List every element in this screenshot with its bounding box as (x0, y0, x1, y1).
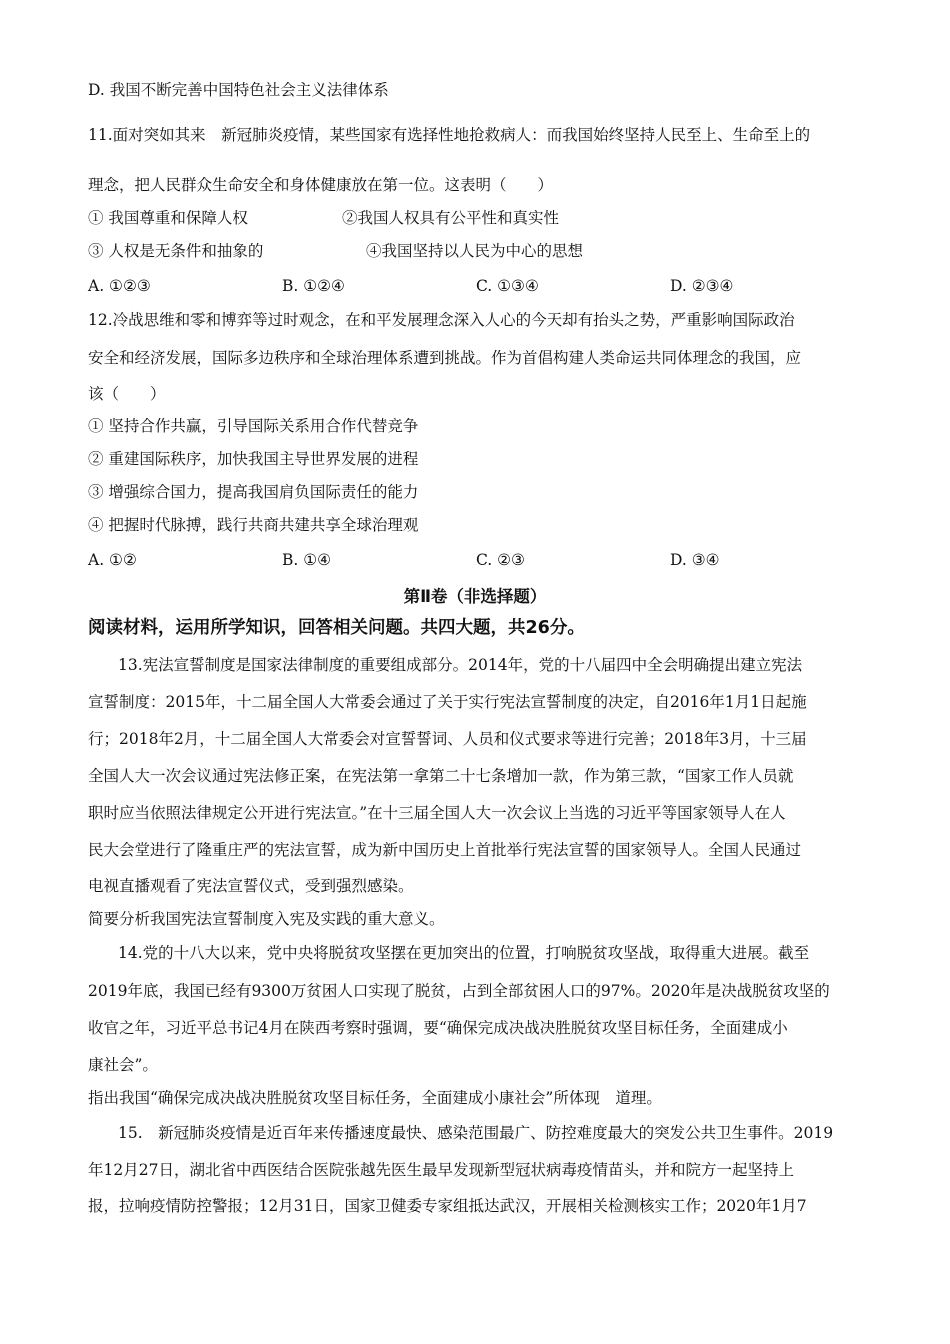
q14-line: 14.党的十八大以来，党中央将脱贫攻坚摆在更加突出的位置，打响脱贫攻坚战，取得重大进展。截至 (118, 944, 810, 962)
q12-option-d: D. ③④ (670, 551, 720, 569)
q14-line: 康社会”。 (88, 1056, 158, 1074)
q12-item: ④ 把握时代脉搏，践行共商共建共享全球治理观 (88, 516, 419, 534)
q11-item: ②我国人权具有公平性和真实性 (342, 209, 560, 227)
q14-task: 指出我国“确保完成决战决胜脱贫攻坚目标任务，全面建成小康社会”所体现 道理。 (88, 1089, 662, 1107)
q13-line: 民大会堂进行了隆重庄严的宪法宣誓，成为新中国历史上首批举行宪法宣誓的国家领导人。全国人民通过 (88, 841, 802, 859)
q12-stem-line: 安全和经济发展，国际多边秩序和全球治理体系遭到挑战。作为首倡构建人类命运共同体理念的我国，应 (88, 349, 802, 367)
section-instruction: 阅读材料，运用所学知识，回答相关问题。共四大题，共26分。 (88, 618, 585, 638)
q12-option-a: A. ①② (88, 551, 137, 569)
q13-line: 宣誓制度：2015年，十二届全国人大常委会通过了关于实行宪法宣誓制度的决定，自2016年1月1日起施 (88, 693, 807, 711)
q11-stem-line: 11.面对突如其来 新冠肺炎疫情，某些国家有选择性地抢救病人：而我国始终坚持人民至上、生命至上的 (88, 126, 811, 144)
q12-item: ② 重建国际秩序，加快我国主导世界发展的进程 (88, 450, 419, 468)
q15-line: 报，拉响疫情防控警报；12月31日，国家卫健委专家组抵达武汉，开展相关检测核实工作；2020年1月7 (88, 1197, 807, 1215)
q11-stem-line: 理念，把人民群众生命安全和身体健康放在第一位。这表明（ ） (88, 176, 554, 194)
q13-line: 全国人大一次会议通过宪法修正案，在宪法第一拿第二十七条增加一款，作为第三款，“国家工作人员就 (88, 767, 794, 785)
q13-line: 13.宪法宣誓制度是国家法律制度的重要组成部分。2014年，党的十八届四中全会明确提出建立宪法 (118, 656, 803, 674)
q12-option-b: B. ①④ (282, 551, 332, 569)
q12-item: ① 坚持合作共赢，引导国际关系用合作代替竞争 (88, 417, 419, 435)
q11-option-c: C. ①③④ (476, 277, 539, 295)
q11-item: ① 我国尊重和保障人权 (88, 209, 248, 227)
q14-line: 2019年底，我国已经有9300万贫困人口实现了脱贫，占到全部贫困人口的97%。2020年是决战脱贫攻坚的 (88, 982, 830, 1000)
q15-line: 年12月27日，湖北省中西医结合医院张越先医生最早发现新型冠状病毒疫情苗头，并和院方一起坚持上 (88, 1161, 794, 1179)
q12-item: ③ 增强综合国力，提高我国肩负国际责任的能力 (88, 483, 419, 501)
q11-option-a: A. ①②③ (88, 277, 151, 295)
q14-line: 收官之年，习近平总书记4月在陕西考察时强调，要“确保完成决战决胜脱贫攻坚目标任务，全面建成小 (88, 1019, 788, 1037)
q13-task: 简要分析我国宪法宣誓制度入宪及实践的重大意义。 (88, 910, 445, 928)
prev-option-d: D. 我国不断完善中国特色社会主义法律体系 (88, 81, 389, 99)
q11-item: ④我国坚持以人民为中心的思想 (366, 242, 584, 260)
q12-stem-line: 该（ ） (88, 385, 166, 403)
section-title: 第Ⅱ卷（非选择题） (403, 587, 547, 606)
q13-line: 电视直播观看了宪法宣誓仪式，受到强烈感染。 (88, 877, 414, 895)
q12-option-c: C. ②③ (476, 551, 525, 569)
q13-line: 行；2018年2月，十二届全国人大常委会对宣誓誓词、人员和仪式要求等进行完善；2018年3月，十三届 (88, 730, 807, 748)
q11-item: ③ 人权是无条件和抽象的 (88, 242, 264, 260)
q12-stem-line: 12.冷战思维和零和博弈等过时观念，在和平发展理念深入人心的今天却有抬头之势，严重影响国际政治 (88, 311, 795, 329)
q13-line: 职时应当依照法律规定公开进行宪法宣。”在十三届全国人大一次会议上当选的习近平等国家领导人在人 (88, 804, 786, 822)
q15-line: 15. 新冠肺炎疫情是近百年来传播速度最快、感染范围最广、防控难度最大的突发公共卫生事件。2019 (118, 1124, 834, 1142)
q11-option-d: D. ②③④ (670, 277, 734, 295)
q11-option-b: B. ①②④ (282, 277, 345, 295)
